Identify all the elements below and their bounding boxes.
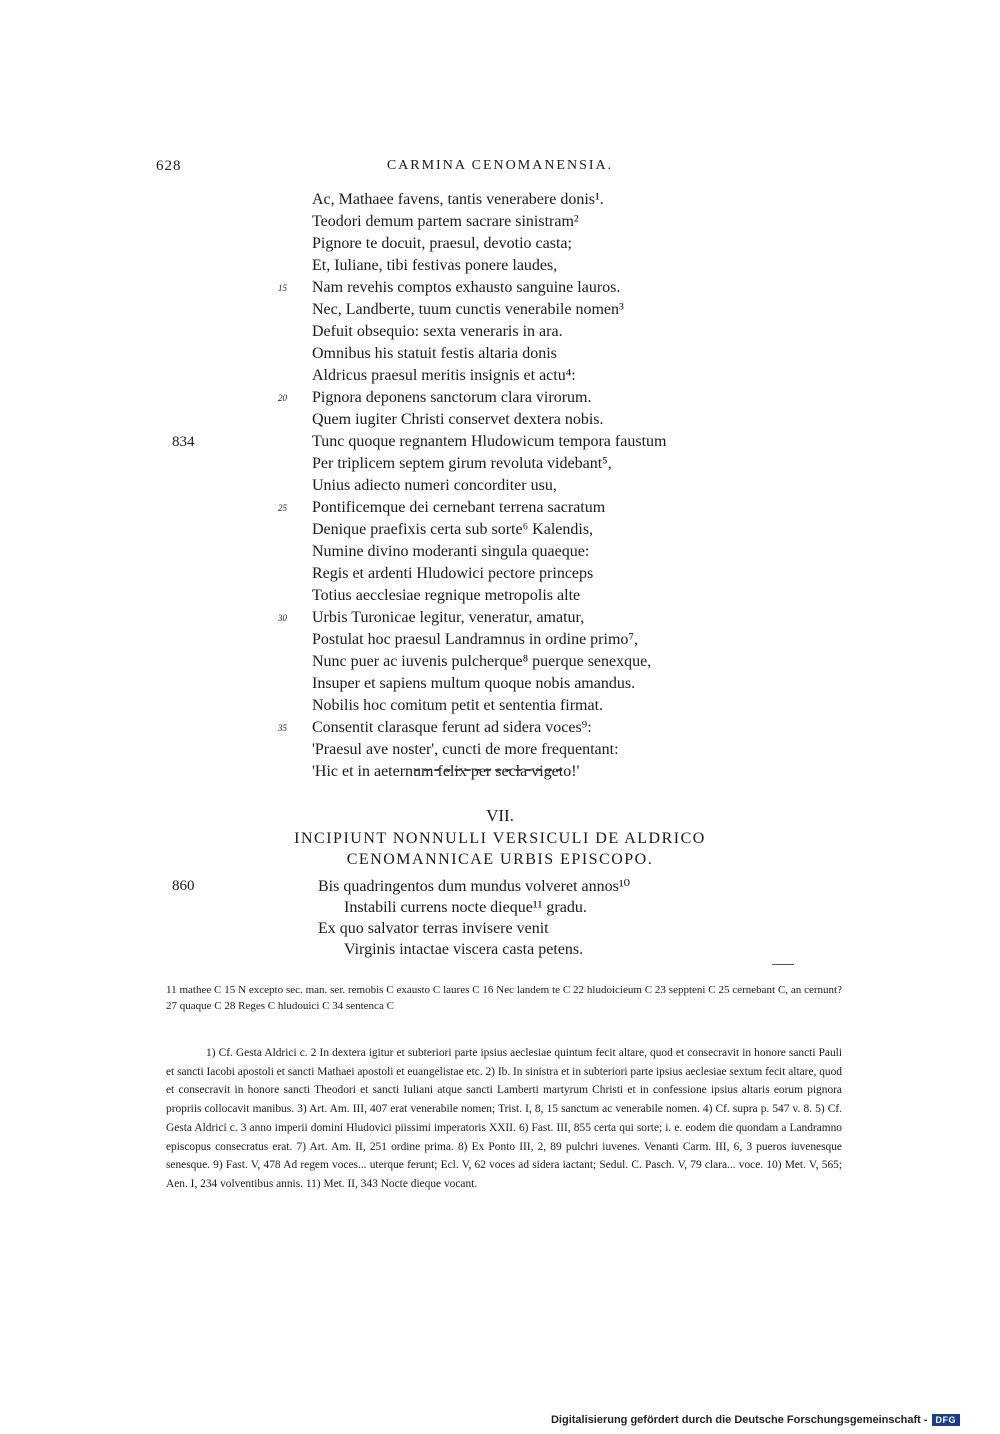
poem-line: 'Hic et in aeternum felix per secla vigeto!' <box>312 763 580 780</box>
page-number: 628 <box>156 158 182 174</box>
credit-text: Digitalisierung gefördert durch die Deutsche Forschungsgemeinschaft - <box>550 1414 928 1426</box>
poem-line: Nobilis hoc comitum petit et sententia firmat. <box>312 697 604 714</box>
verse-line: Virginis intactae viscera casta petens. <box>344 941 584 958</box>
poem-line: Numine divino moderanti singula quaeque: <box>312 543 590 560</box>
poem-line: Pontificemque dei cernebant terrena sacratum <box>312 499 606 516</box>
verse-line: Bis quadringentos dum mundus volveret annos¹⁰ <box>318 878 631 895</box>
poem-line: Ac, Mathaee favens, tantis venerabere donis¹. <box>312 191 604 208</box>
poem-line: Tunc quoque regnantem Hludowicum tempora faustum <box>312 433 667 450</box>
poem-line: Urbis Turonicae legitur, veneratur, amatur, <box>312 609 585 626</box>
poem-line: Totius aecclesiae regnique metropolis alte <box>312 587 581 604</box>
running-title: CARMINA CENOMANENSIA. <box>386 158 614 173</box>
line-number: 25 <box>278 503 287 513</box>
poem-line: Insuper et sapiens multum quoque nobis amandus. <box>312 675 636 692</box>
line-number: 35 <box>278 723 287 733</box>
margin-year: 860 <box>172 878 195 894</box>
section-divider <box>414 769 562 771</box>
poem-line: Denique praefixis certa sub sorte⁶ Kalendis, <box>312 521 594 538</box>
poem-line: Nunc puer ac iuvenis pulcherque⁸ puerque senexque, <box>312 653 652 670</box>
verse-line: Ex quo salvator terras invisere venit <box>318 920 549 937</box>
poem-line: Et, Iuliane, tibi festivas ponere laudes, <box>312 257 558 274</box>
poem-line: Postulat hoc praesul Landramnus in ordine primo⁷, <box>312 631 638 648</box>
dfg-logo-icon: DFG <box>932 1414 961 1426</box>
section-number: VII. <box>486 806 514 825</box>
footnotes: 1) Cf. Gesta Aldrici c. 2 In dextera igitur et subteriori parte ipsius aeclesiae quintum fecit altare, quod et consecravit in honore sancti Pauli et sancti Iacobi apostoli et sancti Mathaei apostoli et euangelistae etc. 2) Ib. In sinistra et in subteriori parte ipsius aeclesiae sextum fecit altare, quod et consecravit in honore sancti Theodori et sancti Iuliani atque sancti Lamberti martyrum Christi et in confessione ipsius altaris eorum pignora propriis collocavit manibus. 3) Art. Am. III, 407 erat venerabile nomen; Trist. I, 8, 15 sanctum ac venerabile nomen. 4) Cf. supra p. 547 v. 8. 5) Cf. Gesta Aldrici c. 3 anno imperii domini Hludovici piissimi imperatoris XXII. 6) Fast. III, 855 certa qui sorte; i. e. eodem die quondam a Landramno episcopus consecratus erat. 7) Art. Am. II, 251 ordine prima. 8) Ex Ponto III, 2, 89 pulchri iuvenes. Venanti Carm. III, 6, 3 pueros iuvenesque senesque. 9) Fast. V, 478 Ad regem voces... uterque ferunt; Ecl. V, 62 voces ad sidera iactant; Sedul. C. Pasch. V, 79 clara... voce. 10) Met. V, 565; Aen. I, 234 volventibus annis. 11) Met. II, 343 Nocte dieque vocant. <box>166 1047 842 1190</box>
footnote-rule <box>772 964 794 965</box>
poem-line: Nec, Landberte, tuum cunctis venerabile nomen³ <box>312 301 624 318</box>
poem-line: Per triplicem septem girum revoluta videbant⁵, <box>312 455 612 472</box>
poem-line: Defuit obsequio: sexta veneraris in ara. <box>312 323 563 340</box>
poem-line: Consentit clarasque ferunt ad sidera voces⁹: <box>312 719 592 736</box>
line-number: 15 <box>278 283 287 293</box>
margin-year: 834 <box>172 434 195 450</box>
poem-line: Pignore te docuit, praesul, devotio casta; <box>312 235 572 252</box>
section-title-line1: INCIPIUNT NONNULLI VERSICULI DE ALDRICO <box>294 830 706 847</box>
poem-line: 'Praesul ave noster', cuncti de more frequentant: <box>312 741 619 758</box>
poem-line: Teodori demum partem sacrare sinistram² <box>312 213 579 230</box>
section-title-line2: CENOMANNICAE URBIS EPISCOPO. <box>346 851 654 868</box>
digitization-credit <box>551 1414 960 1426</box>
poem-line: Aldricus praesul meritis insignis et actu⁴: <box>312 367 576 384</box>
critical-apparatus: 11 mathee C 15 N excepto sec. man. ser. remobis C exausto C laures C 16 Nec landem te C 22 hludoicieum C 23 seppteni C 25 cernebant C, an cernunt? 27 quaque C 28 Reges C hludouici C 34 sentenca C <box>166 984 842 1012</box>
line-number: 20 <box>278 393 287 403</box>
poem-line: Unius adiecto numeri concorditer usu, <box>312 477 557 494</box>
line-number: 30 <box>278 613 287 623</box>
poem-line: Quem iugiter Christi conservet dextera nobis. <box>312 411 604 428</box>
poem-line: Pignora deponens sanctorum clara virorum. <box>312 389 592 406</box>
poem-line: Omnibus his statuit festis altaria donis <box>312 345 557 362</box>
poem-line: Regis et ardenti Hludowici pectore princeps <box>312 565 594 582</box>
poem-line: Nam revehis comptos exhausto sanguine lauros. <box>312 279 621 296</box>
verse-line: Instabili currens nocte dieque¹¹ gradu. <box>344 899 587 916</box>
